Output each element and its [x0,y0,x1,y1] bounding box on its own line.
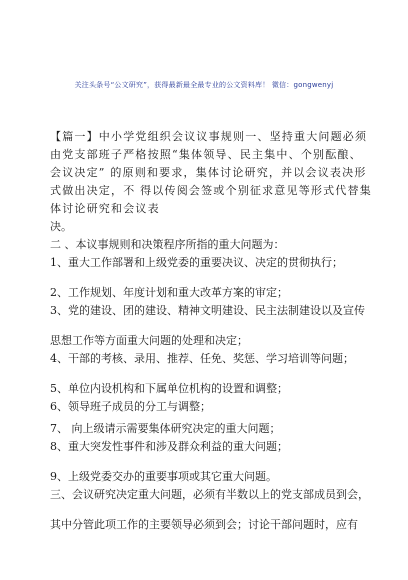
list-item-9: 9、上级党委交办的重要事项或其它重大问题。 [50,470,277,483]
list-item-3: 3、党的建设、团的建设、精神文明建设、民主法制建设以及宣传 [50,304,365,317]
section-three-paragraph: 三、会议研究决定重大问题，必须有半数以上的党支部成员到会， [50,488,369,501]
promo-header-note: 关注头条号“公文研究”，获得最新最全最专业的公文资料库！ 微信：gongwenyj [74,81,334,89]
list-item-3-continued: 思想工作等方面重大问题的处理和决定； [50,334,248,347]
intro-paragraph: 【篇一】中小学党组织会议议事规则一、坚持重大问题必须由党支部班子严格按照“集体领导、民主集中、个别酝酿、会议决定” 的原则和要求，集体讨论研究，并以会议表决形式做出决定，不 得以传阅会签或个别征求意见等形式代替集体讨论研究和会议表 [50,130,372,215]
list-item-1: 1、重大工作部署和上级党委的重要决议、决定的贯彻执行； [50,256,343,269]
document-body [50,128,372,534]
list-item-6: 6、领导班子成员的分工与调整； [50,400,211,413]
section-three-paragraph-continued: 其中分管此项工作的主要领导必须到会；讨论干部问题时，应有 [50,518,358,531]
intro-paragraph-end: 决。 [50,220,72,233]
list-item-2: 2、工作规划、年度计划和重大改革方案的审定； [50,286,288,299]
list-item-5: 5、单位内设机构和下属单位机构的设置和调整； [50,382,288,395]
list-item-8: 8、重大突发性事件和涉及群众利益的重大问题； [50,440,288,453]
list-item-7: 7、 向上级请示需要集体研究决定的重大问题； [50,422,281,435]
list-item-4: 4、干部的考核、录用、推荐、任免、奖惩、学习培训等问题； [50,352,354,365]
section-two-heading: 二 、本议事规则和决策程序所指的重大问题为： [50,238,285,251]
